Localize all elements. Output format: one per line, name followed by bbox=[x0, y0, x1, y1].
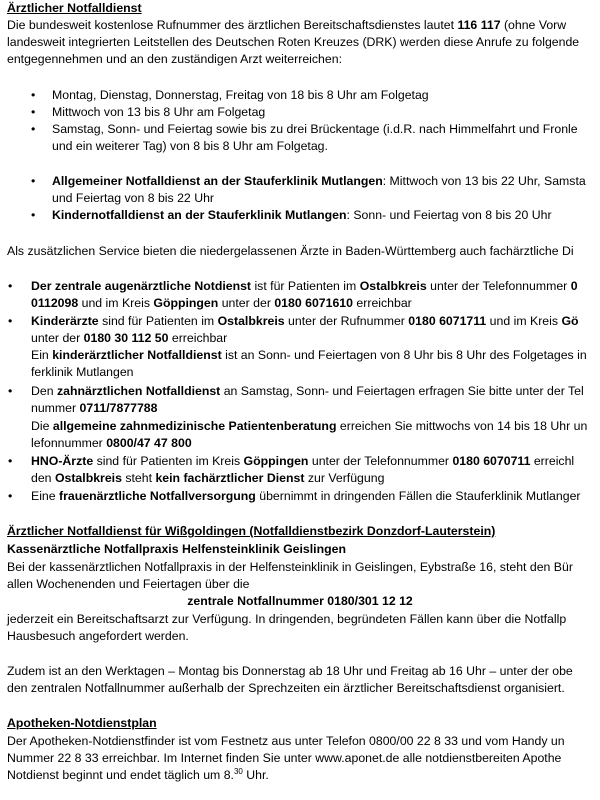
text: sind für Patienten im Kreis bbox=[93, 454, 244, 468]
list-item bbox=[52, 173, 586, 190]
text: : Sonn- und Feiertag von 8 bis 20 Uhr bbox=[346, 208, 552, 222]
superscript: 30 bbox=[233, 766, 243, 776]
bullet-icon: • bbox=[8, 279, 13, 293]
list-item-continuation bbox=[31, 418, 587, 435]
bullet-icon: • bbox=[8, 384, 13, 398]
bullet-icon: • bbox=[8, 314, 13, 328]
text: zur Verfügung bbox=[304, 471, 385, 485]
list-item bbox=[52, 207, 552, 224]
text: allgemeine zahnmedizinische Patientenberatung bbox=[52, 419, 337, 433]
text: 0711/7877788 bbox=[79, 401, 158, 415]
text: Allgemeiner Notfalldienst an der Stauferklinik Mutlangen bbox=[52, 174, 383, 188]
text: den bbox=[31, 471, 55, 485]
text: unter der Rufnummer bbox=[284, 314, 409, 328]
list-item-continuation bbox=[31, 400, 157, 417]
intro-line: entgegennehmen und an den zuständigen Arzt weiterreichen: bbox=[7, 52, 342, 66]
subheading: Kassenärztliche Notfallpraxis Helfensteinklinik Geislingen bbox=[7, 542, 346, 556]
intro-line bbox=[7, 17, 566, 34]
list-item: Montag, Dienstag, Donnerstag, Freitag von 18 bis 8 Uhr am Folgetag bbox=[52, 88, 429, 102]
list-item-continuation bbox=[31, 295, 412, 312]
text: Göppingen bbox=[153, 296, 219, 310]
list-item-continuation bbox=[31, 435, 192, 452]
intro-line: landesweit integrierten Leitstellen des Deutschen Roten Kreuzes (DRK) werden diese Anrufe zu folgende bbox=[7, 35, 580, 49]
paragraph-line: Zudem ist an den Werktagen – Montag bis Donnerstag ab 18 Uhr und Freitag ab 16 Uhr – unter der obe bbox=[7, 664, 573, 678]
list-item bbox=[31, 488, 581, 505]
phone-number: 116 117 bbox=[457, 18, 501, 32]
text: lefonnummer bbox=[31, 436, 107, 450]
paragraph-line: Bei der kassenärztlichen Notfallpraxis in der Helfensteinklinik in Geislingen, Eybstraße 16, steht den Bür bbox=[7, 560, 573, 574]
text: 0180 6070711 bbox=[452, 454, 531, 468]
bullet-icon: • bbox=[31, 122, 36, 136]
text: Die bbox=[31, 419, 53, 433]
text: Den bbox=[31, 384, 57, 398]
text: steht bbox=[121, 471, 156, 485]
text: unter der bbox=[31, 331, 84, 345]
list-item: Mittwoch von 13 bis 8 Uhr am Folgetag bbox=[52, 105, 266, 119]
text: ist an Sonn- und Feiertagen von 8 Uhr bis 8 Uhr des Folgetages in bbox=[221, 348, 587, 362]
text: Kinderärzte bbox=[31, 314, 99, 328]
list-item-continuation: ferklinik Mutlangen bbox=[31, 365, 134, 379]
text: Gö bbox=[561, 314, 579, 328]
text: unter der Telefonnummer bbox=[308, 454, 453, 468]
bullet-icon: • bbox=[8, 454, 13, 468]
section-heading-notfalldienst: Ärztlicher Notfalldienst bbox=[7, 1, 142, 15]
text: Notdienst beginnt und endet täglich um 8. bbox=[7, 768, 234, 782]
list-item bbox=[31, 313, 579, 330]
paragraph-line: den zentralen Notfallnummer außerhalb der Sprechzeiten ein ärztlicher Bereitschaftsdienst organisiert. bbox=[7, 681, 565, 695]
text: 0180 6071711 bbox=[408, 314, 487, 328]
text: erreichen Sie mittwochs von 14 bis 18 Uhr un bbox=[336, 419, 588, 433]
paragraph-line: allen Wochenenden und Feiertagen über die bbox=[7, 577, 250, 591]
bullet-icon: • bbox=[31, 105, 36, 119]
text: unter der Telefonnummer bbox=[426, 279, 571, 293]
text: nummer bbox=[31, 401, 80, 415]
text: 0112098 bbox=[31, 296, 79, 310]
paragraph-line: jederzeit ein Bereitschaftsarzt zur Verfügung. In dringenden, begründeten Fällen kann über die Notfallp bbox=[7, 612, 567, 626]
text: Die bundesweit kostenlose Rufnummer des ärztlichen Bereitschaftsdienstes lautet bbox=[7, 18, 458, 32]
text: Kindernotfalldienst an der Stauferklinik Mutlangen bbox=[52, 208, 347, 222]
list-item-continuation: und Feiertag von 8 bis 22 Uhr bbox=[52, 191, 215, 205]
text: ist für Patienten im bbox=[251, 279, 360, 293]
section-heading-apotheken: Apotheken-Notdienstplan bbox=[7, 716, 157, 730]
paragraph-line: Hausbesuch angefordert werden. bbox=[7, 629, 189, 643]
text: kinderärztlicher Notfalldienst bbox=[52, 348, 222, 362]
text: und im Kreis bbox=[486, 314, 562, 328]
text: und im Kreis bbox=[78, 296, 154, 310]
emergency-number: zentrale Notfallnummer 0180/301 12 12 bbox=[187, 594, 413, 608]
text: übernimmt in dringenden Fällen die Stauferklinik Mutlanger bbox=[255, 489, 581, 503]
section-heading-wissgoldingen: Ärztlicher Notfalldienst für Wißgoldingen (Notfalldienstbezirk Donzdorf-Lauterstein) bbox=[7, 524, 496, 538]
list-item bbox=[31, 383, 584, 400]
paragraph-line: Der Apotheken-Notdienstfinder ist vom Festnetz aus unter Telefon 0800/00 22 8 33 und vom Handy un bbox=[7, 734, 565, 748]
text: erreichl bbox=[530, 454, 575, 468]
text: unter der bbox=[218, 296, 275, 310]
text: Ein bbox=[31, 348, 53, 362]
bullet-icon: • bbox=[31, 174, 36, 188]
text: Ostalbkreis bbox=[54, 471, 122, 485]
list-item-continuation bbox=[31, 330, 227, 347]
bullet-icon: • bbox=[31, 88, 36, 102]
text: kein fachärztlicher Dienst bbox=[155, 471, 305, 485]
text: erreichbar bbox=[168, 331, 228, 345]
text: : Mittwoch von 13 bis 22 Uhr, Samsta bbox=[382, 174, 586, 188]
text: 0800/47 47 800 bbox=[106, 436, 192, 450]
text: Eine bbox=[31, 489, 60, 503]
paragraph-line bbox=[7, 767, 269, 784]
list-item bbox=[31, 453, 574, 470]
text: Uhr. bbox=[242, 768, 269, 782]
bullet-icon: • bbox=[31, 208, 36, 222]
text: Der zentrale augenärztliche Notdienst bbox=[31, 279, 252, 293]
list-item: Samstag, Sonn- und Feiertag sowie bis zu drei Brückentage (i.d.R. nach Himmelfahrt und Fronle bbox=[52, 122, 578, 136]
text: Ostalbkreis bbox=[217, 314, 285, 328]
paragraph-line: Nummer 22 8 33 erreichbar. Im Internet finden Sie unter www.aponet.de alle notdienstbereiten Apothe bbox=[7, 751, 562, 765]
list-item-continuation bbox=[31, 347, 587, 364]
text: 0180 6071610 bbox=[274, 296, 353, 310]
service-line: Als zusätzlichen Service bieten die niedergelassenen Ärzte in Baden-Württemberg auch fachärztliche Di bbox=[7, 244, 574, 258]
text: erreichbar bbox=[353, 296, 412, 310]
text: zahnärztlichen Notfalldienst bbox=[56, 384, 221, 398]
list-item-continuation bbox=[31, 470, 384, 487]
text: 0180 30 112 50 bbox=[83, 331, 169, 345]
text: 0 bbox=[570, 279, 578, 293]
text: Ostalbkreis bbox=[359, 279, 427, 293]
text: sind für Patienten im bbox=[98, 314, 218, 328]
text: frauenärztliche Notfallversorgung bbox=[59, 489, 256, 503]
list-item-continuation: und ein weiterer Tag) von 8 bis 8 Uhr am Folgetag. bbox=[52, 139, 328, 153]
text: Göppingen bbox=[243, 454, 309, 468]
text: (ohne Vorw bbox=[500, 18, 567, 32]
bullet-icon: • bbox=[8, 489, 13, 503]
list-item bbox=[31, 278, 578, 295]
text: an Samstag, Sonn- und Feiertagen erfragen Sie bitte unter der Tel bbox=[220, 384, 584, 398]
text: HNO-Ärzte bbox=[31, 454, 94, 468]
